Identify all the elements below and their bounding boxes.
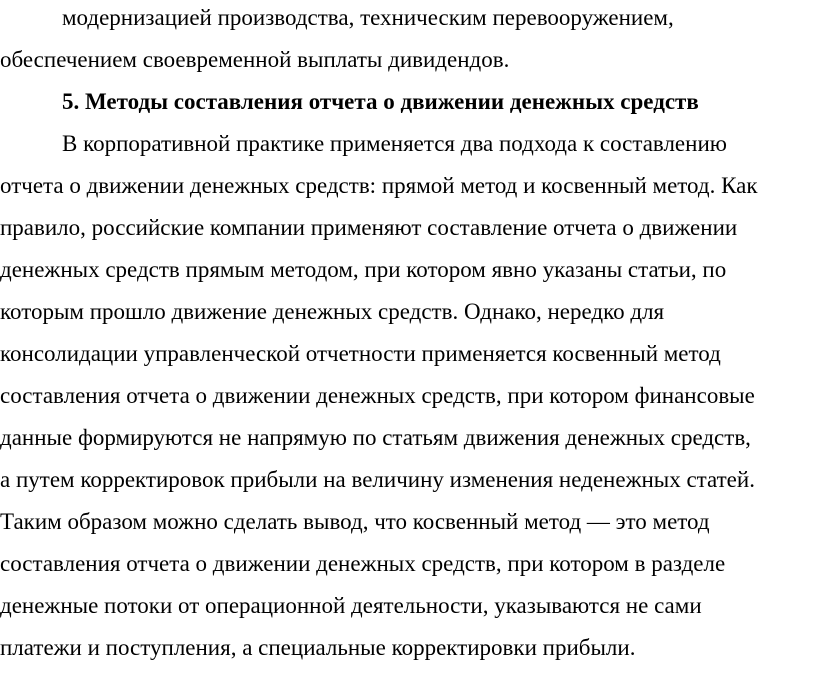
paragraph-line: платежи и поступления, а специальные корректировки прибыли. <box>0 635 636 660</box>
paragraph-line: В корпоративной практике применяется два подхода к составлению <box>62 131 727 156</box>
paragraph-line: правило, российские компании применяют составление отчета о движении <box>0 215 738 240</box>
paragraph-line: денежных средств прямым методом, при котором явно указаны статьи, по <box>0 257 727 282</box>
paragraph-line: составления отчета о движении денежных средств, при котором финансовые <box>0 383 755 408</box>
paragraph-line: консолидации управленческой отчетности применяется косвенный метод <box>0 341 721 366</box>
continuation-line: обеспечением своевременной выплаты дивидендов. <box>0 47 510 72</box>
paragraph-line: Таким образом можно сделать вывод, что косвенный метод — это метод <box>0 509 710 534</box>
section-heading: 5. Методы составления отчета о движении денежных средств <box>62 89 699 114</box>
paragraph-line: а путем корректировок прибыли на величину изменения неденежных статей. <box>0 467 755 492</box>
paragraph-line: отчета о движении денежных средств: прямой метод и косвенный метод. Как <box>0 173 758 198</box>
continuation-line: модернизацией производства, техническим перевооружением, <box>62 5 674 30</box>
paragraph-line: денежные потоки от операционной деятельности, указываются не сами <box>0 593 702 618</box>
paragraph-line: которым прошло движение денежных средств. Однако, нередко для <box>0 299 665 324</box>
paragraph-line: данные формируются не напрямую по статьям движения денежных средств, <box>0 425 751 450</box>
paragraph-line: составления отчета о движении денежных средств, при котором в разделе <box>0 551 726 576</box>
